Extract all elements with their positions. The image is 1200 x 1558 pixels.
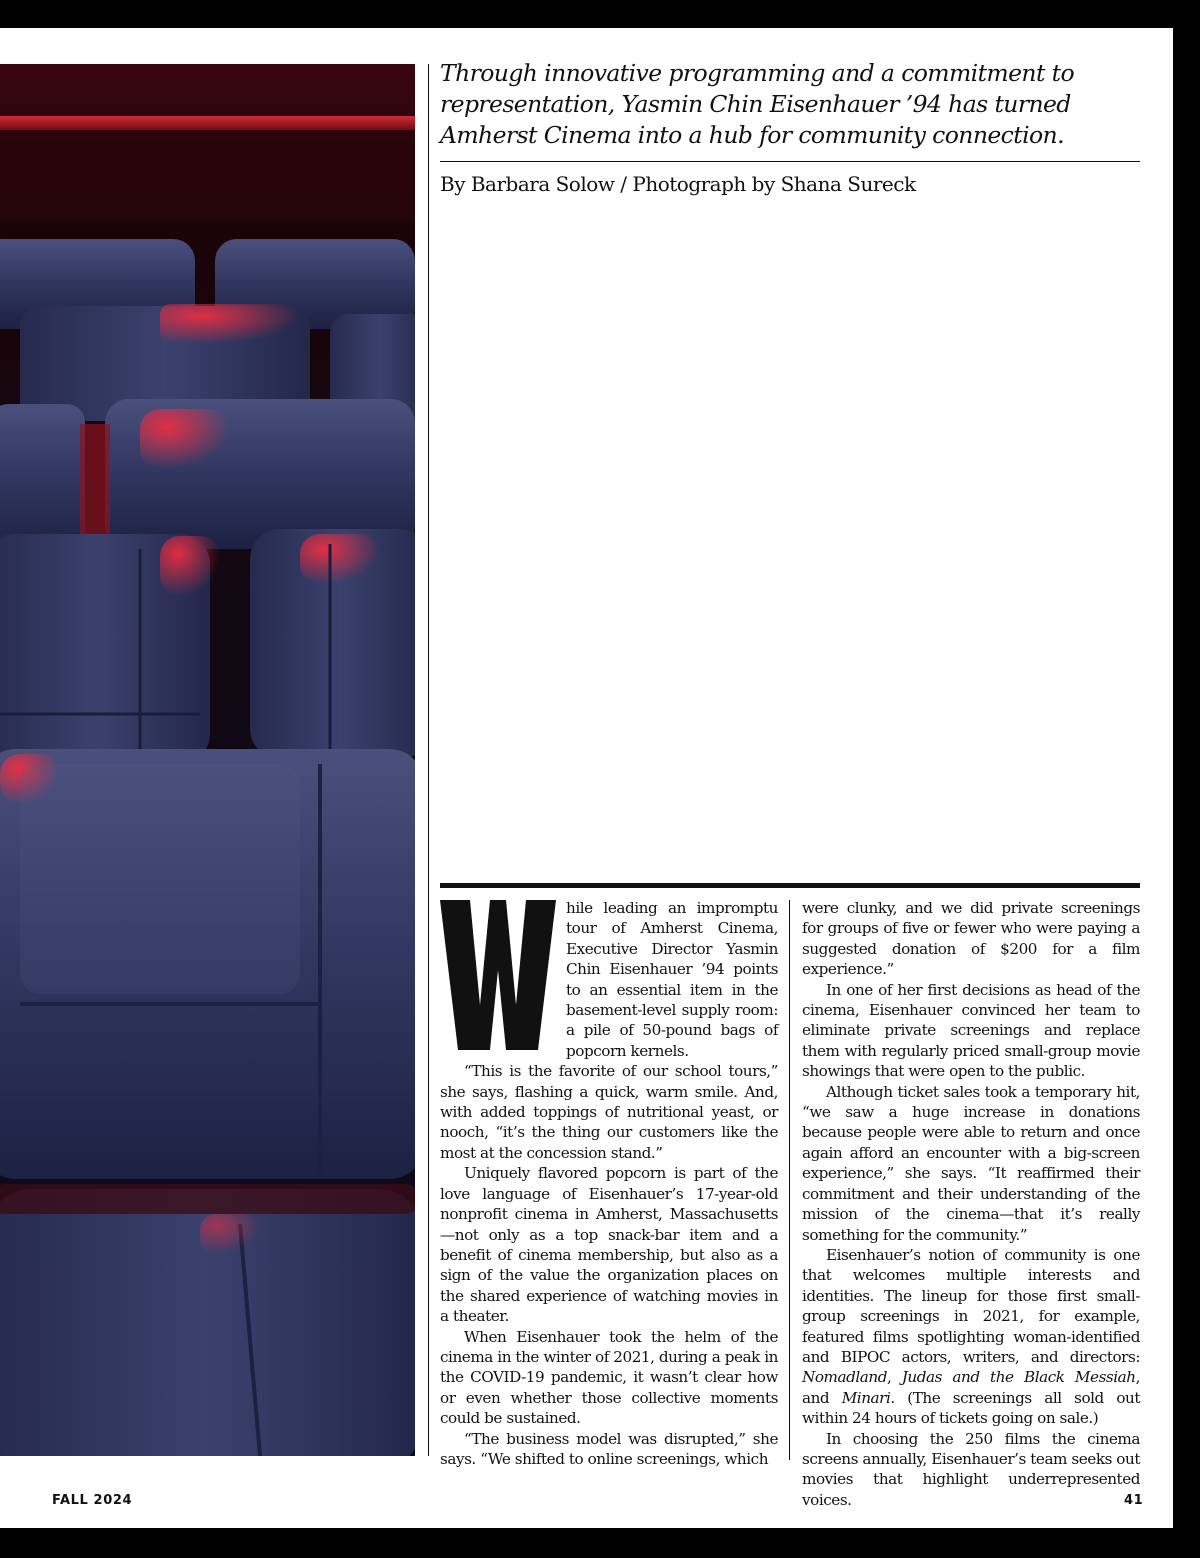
magazine-page [0,28,1173,1528]
body-paragraph: “This is the favorite of our school tours,” she says, flashing a quick, warm smile. And, with added toppings of nutritional yeast, or nooch, “it’s the thing our customers like the most at the concession stand.” [440,1062,778,1162]
paragraph-text: . (The screenings all sold out within 24 hours of tickets going on sale.) [802,1388,1140,1428]
body-paragraph: “The business model was disrupted,” she says. “We shifted to online screenings, which [440,1429,778,1468]
body-paragraph: Although ticket sales took a temporary hit, “we saw a huge increase in donations because people were able to return and once again afford an encounter with a big-screen experience,” she says. “It reaffirmed their commitment and their understanding of the mission of the cinema—that it’s really something for the community.” [802,1082,1140,1244]
article-byline: By Barbara Solow / Photograph by Shana Sureck [440,172,916,196]
body-paragraph: In choosing the 250 films the cinema screens annually, Eisenhauer’s team seeks out movies that highlight underrepresented voices. [802,1429,1140,1509]
body-column-left [440,898,778,1469]
column-divider [428,64,429,1456]
body-paragraph: hile leading an impromptu tour of Amherst Cinema, Executive Director Yasmin Chin Eisenhauer ’94 points to an essential item in the basement-level supply room: a pile of 50-pound bags of popcorn kernels. [566,899,778,1060]
film-title: Minari [841,1388,891,1407]
issue-season: FALL 2024 [52,1493,133,1508]
body-paragraph: In one of her first decisions as head of the cinema, Eisenhauer convinced her team to eliminate private screenings and replace them with regularly priced small-group movie showings that were open to the public. [802,980,1140,1081]
deck-rule [440,161,1140,162]
body-paragraph: Uniquely flavored popcorn is part of the love language of Eisenhauer’s 17-year-old nonprofit cinema in Amherst, Massachusetts—not only as a top snack-bar item and a benefit of cinema membership, but also as a sign of the value the organization places on the shared experience of watching movies in a theater. [440,1164,778,1326]
body-paragraph: When Eisenhauer took the helm of the cinema in the winter of 2021, during a peak in the COVID-19 pandemic, it wasn’t clear how or even whether those collective moments could be sustained. [440,1327,778,1428]
drop-cap-w-glyph [440,900,556,1050]
drop-cap [440,900,556,1050]
body-paragraph [802,1245,1140,1429]
film-title: Nomadland [802,1368,887,1387]
paragraph-text: Eisenhauer’s notion of community is one that welcomes multiple interests and identities. The lineup for those first small-group screenings in 2021, for example, featured films spotlighting woman-identified and BIPOC actors, writers, and directors: [802,1245,1140,1366]
cinema-seats-photo [0,64,415,1456]
body-top-rule [440,883,1140,888]
separator-text: , and [802,1368,1140,1407]
body-column-divider [789,900,790,1460]
film-title: Judas and the Black Messiah [901,1368,1136,1387]
page-number: 41 [1124,1493,1144,1508]
separator-text: , [886,1368,902,1387]
body-column-right [802,898,1140,1510]
body-paragraph: were clunky, and we did private screenings for groups of five or fewer who were paying a suggested donation of $200 for a film experience.” [802,899,1140,979]
article-deck: Through innovative programming and a commitment to representation, Yasmin Chin Eisenhauer ’94 has turned Amherst Cinema into a hub for community connection. [440,59,1075,149]
